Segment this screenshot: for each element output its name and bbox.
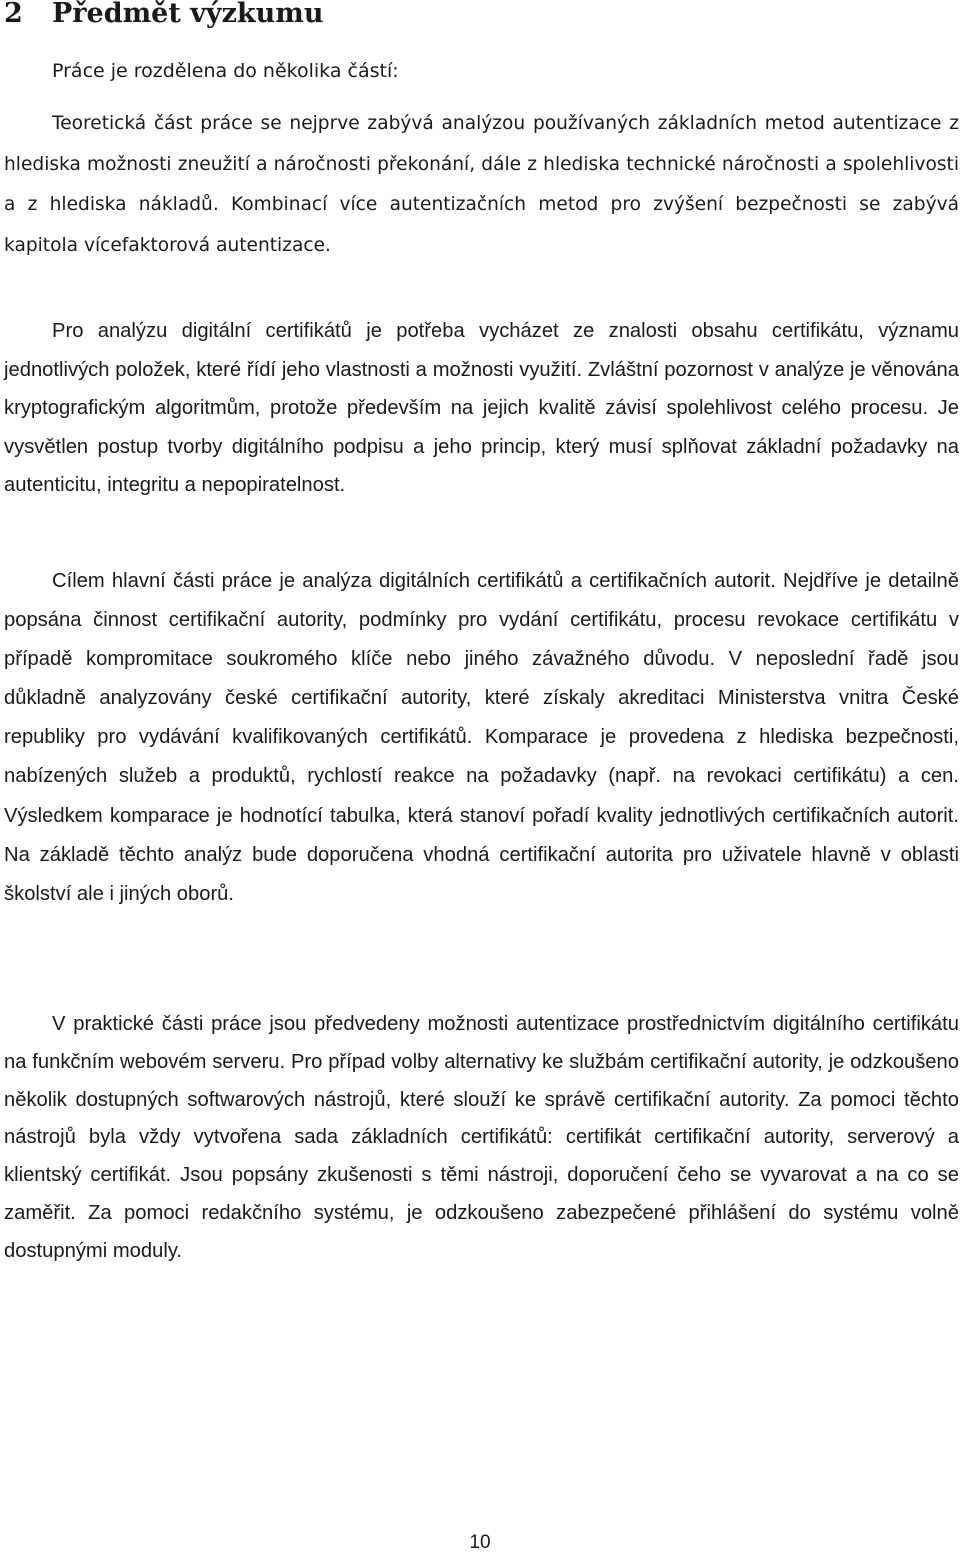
paragraph-practical-part: V praktické části práce jsou předvedeny možnosti autentizace prostřednictvím digitálního certifikátu na funkčním webovém serveru. Pro případ volby alternativy ke službám certifikační autority, je odzkoušeno několik dostupných softwarových nástrojů, které slouží ke správě certifikační autority. Za pomoci těchto nástrojů byla vždy vytvořena sada základních certifikátů: certifikát certifikační autority, serverový a klientský certifikát. Jsou popsány zkušenosti s těmi nástroji, doporučení čeho se vyvarovat a na co se zaměřit. Za pomoci redakčního systému, je odzkoušeno zabezpečené přihlášení do systému volně dostupnými moduly. [4, 1013, 959, 1262]
section-title: Předmět výzkumu [52, 0, 324, 29]
paragraph-main-part: Cílem hlavní části práce je analýza digitálních certifikátů a certifikačních autorit. Nejdříve je detailně popsána činnost certifikační autority, podmínky pro vydání certifikátu, procesu revokace certifikátu v případě kompromitace soukromého klíče nebo jiného závažného důvodu. V neposlední řadě jsou důkladně analyzovány české certifikační autority, které získaly akreditaci Ministerstva vnitra České republiky pro vydávání kvalifikovaných certifikátů. Komparace je provedena z hlediska bezpečnosti, nabízených služeb a produktů, rychlostí reakce na požadavky (např. na revokaci certifikátu) a cen. Výsledkem komparace je hodnotící tabulka, která stanoví pořadí kvality jednotlivých certifikačních autorit. Na základě těchto analýz bude doporučena vhodná certifikační autorita pro uživatele hlavně v oblasti školství ale i jiných oborů. [4, 570, 959, 905]
page-number: 10 [469, 1532, 491, 1553]
intro-line: Práce je rozdělena do několika částí: [52, 60, 399, 82]
paragraph-theoretical-part: Teoretická část práce se nejprve zabývá analýzou používaných základních metod autentizace z hlediska možnosti zneužití a náročnosti překonání, dále z hlediska technické náročnosti a spolehlivosti a z hlediska nákladů. Kombinací více autentizačních metod pro zvýšení bezpečnosti se zabývá kapitola vícefaktorová autentizace. [4, 113, 959, 256]
section-heading [4, 0, 323, 34]
paragraph-certificate-analysis: Pro analýzu digitální certifikátů je potřeba vycházet ze znalosti obsahu certifikátu, významu jednotlivých položek, které řídí jeho vlastnosti a možnosti využití. Zvláštní pozornost v analýze je věnována kryptografickým algoritmům, protože především na jejich kvalitě závisí spolehlivost celého procesu. Je vysvětlen postup tvorby digitálního podpisu a jeho princip, který musí splňovat základní požadavky na autenticitu, integritu a nepopiratelnost. [4, 320, 959, 497]
section-number: 2 [4, 0, 23, 29]
